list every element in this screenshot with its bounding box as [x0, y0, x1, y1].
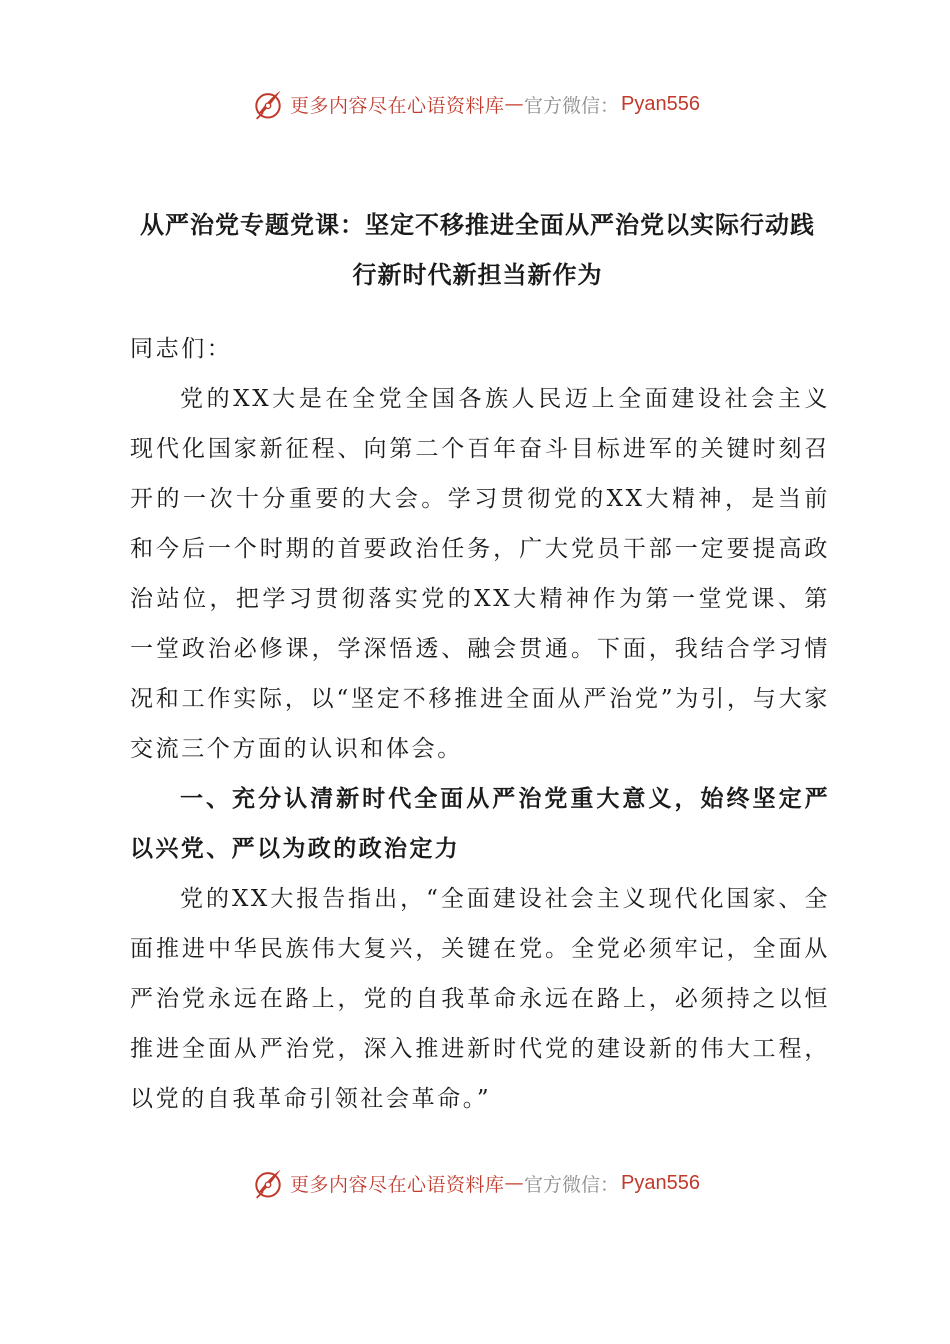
banner-wechat-id: Pyan556 — [621, 92, 700, 115]
footer-banner — [0, 1163, 950, 1203]
document-title — [125, 200, 830, 300]
banner-wechat-label: 官方微信： — [524, 94, 620, 117]
banner-wechat-id: Pyan556 — [621, 1171, 700, 1194]
header-banner — [0, 84, 950, 124]
salutation: 同志们： — [130, 336, 233, 362]
document-body — [130, 324, 830, 1124]
banner-separator: — — [504, 93, 525, 115]
paragraph-section-1: 党的XX大报告指出，“全面建设社会主义现代化国家、全面推进中华民族伟大复兴，关键在党。全党必须牢记，全面从严治党永远在路上，党的自我革命永远在路上，必须持之以恒推进全面从严治党，深入推进新时代党的建设新的伟大工程，以党的自我革命引领社会革命。” — [130, 886, 830, 1112]
title-line-2: 行新时代新担当新作为 — [352, 261, 603, 289]
title-line-1: 从严治党专题党课：坚定不移推进全面从严治党以实际行动践 — [140, 211, 815, 239]
paragraph-intro: 党的XX大是在全党全国各族人民迈上全面建设社会主义现代化国家新征程、向第二个百年奋斗目标进军的关键时刻召开的一次十分重要的大会。学习贯彻党的XX大精神，是当前和今后一个时期的首要政治任务，广大党员干部一定要提高政治站位，把学习贯彻落实党的XX大精神作为第一堂党课、第一堂政治必修课，学深悟透、融会贯通。下面，我结合学习情况和工作实际，以“坚定不移推进全面从严治党”为引，与大家交流三个方面的认识和体会。 — [130, 386, 830, 762]
banner-separator: — — [504, 1172, 525, 1194]
quill-pen-logo-icon — [250, 1165, 286, 1201]
banner-wechat-label: 官方微信： — [524, 1173, 620, 1196]
banner-slogan: 更多内容尽在心语资料库 — [290, 94, 505, 117]
banner-slogan: 更多内容尽在心语资料库 — [290, 1173, 505, 1196]
section-heading-1: 一、充分认清新时代全面从严治党重大意义，始终坚定严以兴党、严以为政的政治定力 — [130, 786, 830, 862]
quill-pen-logo-icon — [250, 86, 286, 122]
